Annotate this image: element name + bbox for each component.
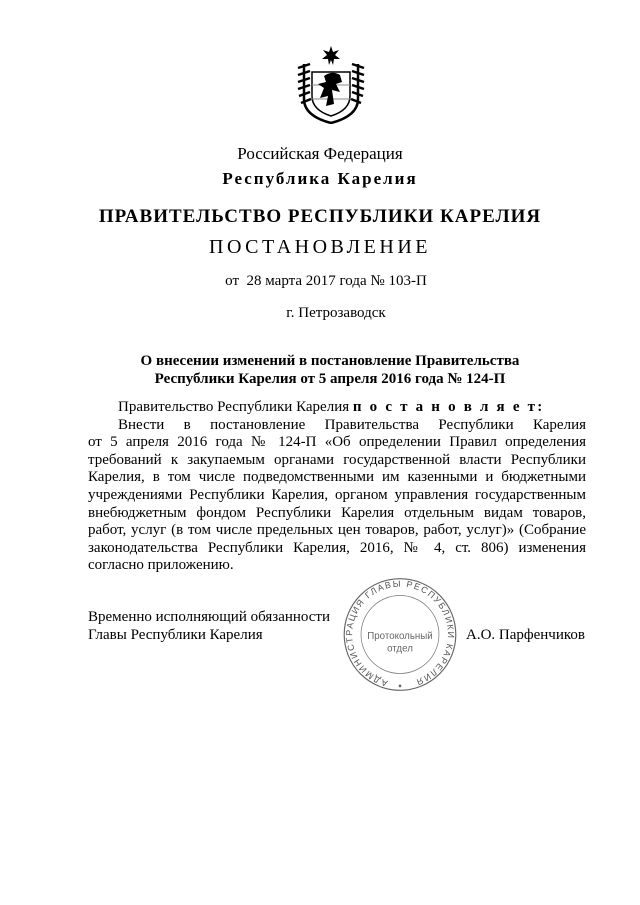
decree-word: п о с т а н о в л я е т: — [352, 399, 545, 415]
intro-line — [88, 399, 586, 417]
authority-heading: ПРАВИТЕЛЬСТВО РЕСПУБЛИКИ КАРЕЛИЯ — [98, 206, 542, 227]
republic-name: Республика Карелия — [222, 169, 418, 188]
official-stamp — [338, 575, 462, 694]
title-line: О внесении изменений в постановление Правительства — [140, 353, 520, 369]
stamp-center-line: Протокольный — [367, 630, 433, 642]
title-line: Республики Карелия от 5 апреля 2016 года № 124-П — [154, 371, 506, 387]
coat-of-arms-emblem — [296, 44, 366, 124]
stamp-ring-text: АДМИНИСТРАЦИЯ ГЛАВЫ РЕСПУБЛИКИ КАРЕЛИЯ — [344, 578, 456, 689]
body-line: учреждениями Республики Карелия, органом управления государственным — [88, 486, 586, 503]
country-name: Российская Федерация — [237, 144, 403, 163]
body-line: законодательства Республики Карелия, 2016, № 4, ст. 806) изменения — [88, 539, 586, 556]
city: г. Петрозаводск — [286, 305, 386, 321]
date-number: от 28 марта 2017 года № 103-П — [225, 273, 427, 289]
body-line: внебюджетным фондом Республики Карелия отдельным видам товаров, — [88, 504, 586, 521]
signatory-name: А.О. Парфенчиков — [466, 627, 585, 643]
document-title — [10, 352, 640, 388]
position-line: Главы Республики Карелия — [88, 627, 263, 643]
body-line: требований к закупаемым органами государственной власти Республики — [88, 451, 586, 468]
document-type: ПОСТАНОВЛЕНИЕ — [209, 236, 431, 258]
body-line: Внести в постановление Правительства Республики Карелия — [118, 416, 586, 433]
stamp-center-line: отдел — [387, 643, 413, 655]
intro-text: Правительство Республики Карелия — [118, 399, 353, 415]
body-line: Карелия, в том числе подведомственными им казенными и бюджетными — [88, 469, 586, 486]
body-line: согласно приложению. — [88, 557, 234, 574]
body-line: от 5 апреля 2016 года № 124-П «Об определении Правил определения — [88, 434, 586, 451]
body-text — [88, 399, 586, 575]
body-line: работ, услуг (в том числе предельных цен товаров, работ, услуг)» (Собрание — [88, 522, 586, 539]
position-line: Временно исполняющий обязанности — [88, 609, 331, 625]
signatory-position — [88, 608, 330, 644]
